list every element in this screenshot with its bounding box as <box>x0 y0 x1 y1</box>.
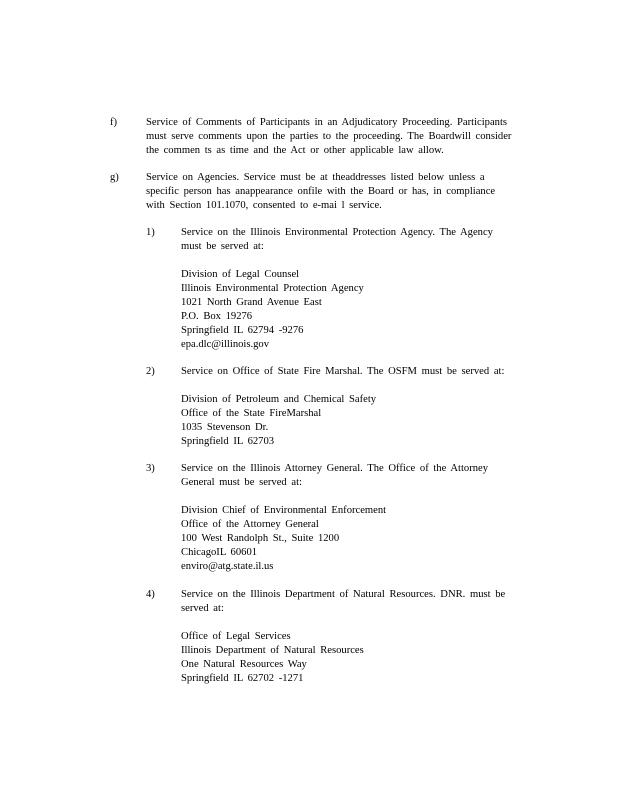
paragraph-line: served at: <box>181 603 224 614</box>
agency-4-intro <box>181 588 505 616</box>
address-line: Springfield IL 62703 <box>181 436 275 447</box>
agency-4-address <box>181 630 364 686</box>
paragraph-line: Service on Agencies. Service must be at theaddresses listed below unless a <box>146 172 485 183</box>
address-line: Illinois Department of Natural Resources <box>181 645 364 656</box>
agency-3-intro <box>181 462 488 490</box>
paragraph-line: General must be served at: <box>181 477 302 488</box>
address-line: Office of the State FireMarshal <box>181 408 322 419</box>
paragraph-line: with Section 101.1070, consented to e-mai l service. <box>146 200 382 211</box>
agency-1-intro <box>181 226 493 254</box>
paragraph-line: the commen ts as time and the Act or other applicable law allow. <box>146 145 444 156</box>
paragraph-line: Service on the Illinois Attorney General. The Office of the Attorney <box>181 463 489 474</box>
address-line: One Natural Resources Way <box>181 659 307 670</box>
address-line: ChicagoIL 60601 <box>181 547 258 558</box>
address-line: Springfield IL 62702 -1271 <box>181 673 304 684</box>
agency-number-4: 4) <box>146 589 155 600</box>
paragraph-line: specific person has anappearance onfile with the Board or has, in compliance <box>146 186 496 197</box>
section-f-paragraph <box>146 116 511 158</box>
address-line: Division Chief of Environmental Enforcement <box>181 505 387 516</box>
address-line: Division of Petroleum and Chemical Safety <box>181 394 377 405</box>
paragraph-line: must be served at: <box>181 241 264 252</box>
address-line: 1035 Stevenson Dr. <box>181 422 269 433</box>
agency-number-2: 2) <box>146 366 155 377</box>
agency-3-address <box>181 504 386 574</box>
address-line: enviro@atg.state.il.us <box>181 561 274 572</box>
agency-number-3: 3) <box>146 463 155 474</box>
address-line: Division of Legal Counsel <box>181 269 300 280</box>
paragraph-line: must serve comments upon the parties to the proceeding. The Boardwill consider <box>146 131 512 142</box>
section-label-g: g) <box>110 172 119 183</box>
address-line: epa.dlc@illinois.gov <box>181 339 270 350</box>
paragraph-line: Service on the Illinois Environmental Protection Agency. The Agency <box>181 227 493 238</box>
agency-2-intro <box>181 365 504 379</box>
paragraph-line: Service on Office of State Fire Marshal. The OSFM must be served at: <box>181 366 505 377</box>
address-line: Illinois Environmental Protection Agency <box>181 283 364 294</box>
address-line: 1021 North Grand Avenue East <box>181 297 322 308</box>
agency-number-1: 1) <box>146 227 155 238</box>
section-g-paragraph <box>146 171 495 213</box>
agency-1-address <box>181 268 364 352</box>
paragraph-line: Service of Comments of Participants in an Adjudicatory Proceeding. Participants <box>146 117 508 128</box>
address-line: Office of Legal Services <box>181 631 291 642</box>
address-line: Springfield IL 62794 -9276 <box>181 325 304 336</box>
section-label-f: f) <box>110 117 118 128</box>
address-line: P.O. Box 19276 <box>181 311 253 322</box>
address-line: Office of the Attorney General <box>181 519 319 530</box>
address-line: 100 West Randolph St., Suite 1200 <box>181 533 340 544</box>
paragraph-line: Service on the Illinois Department of Natural Resources. DNR. must be <box>181 589 506 600</box>
agency-2-address <box>181 393 376 449</box>
